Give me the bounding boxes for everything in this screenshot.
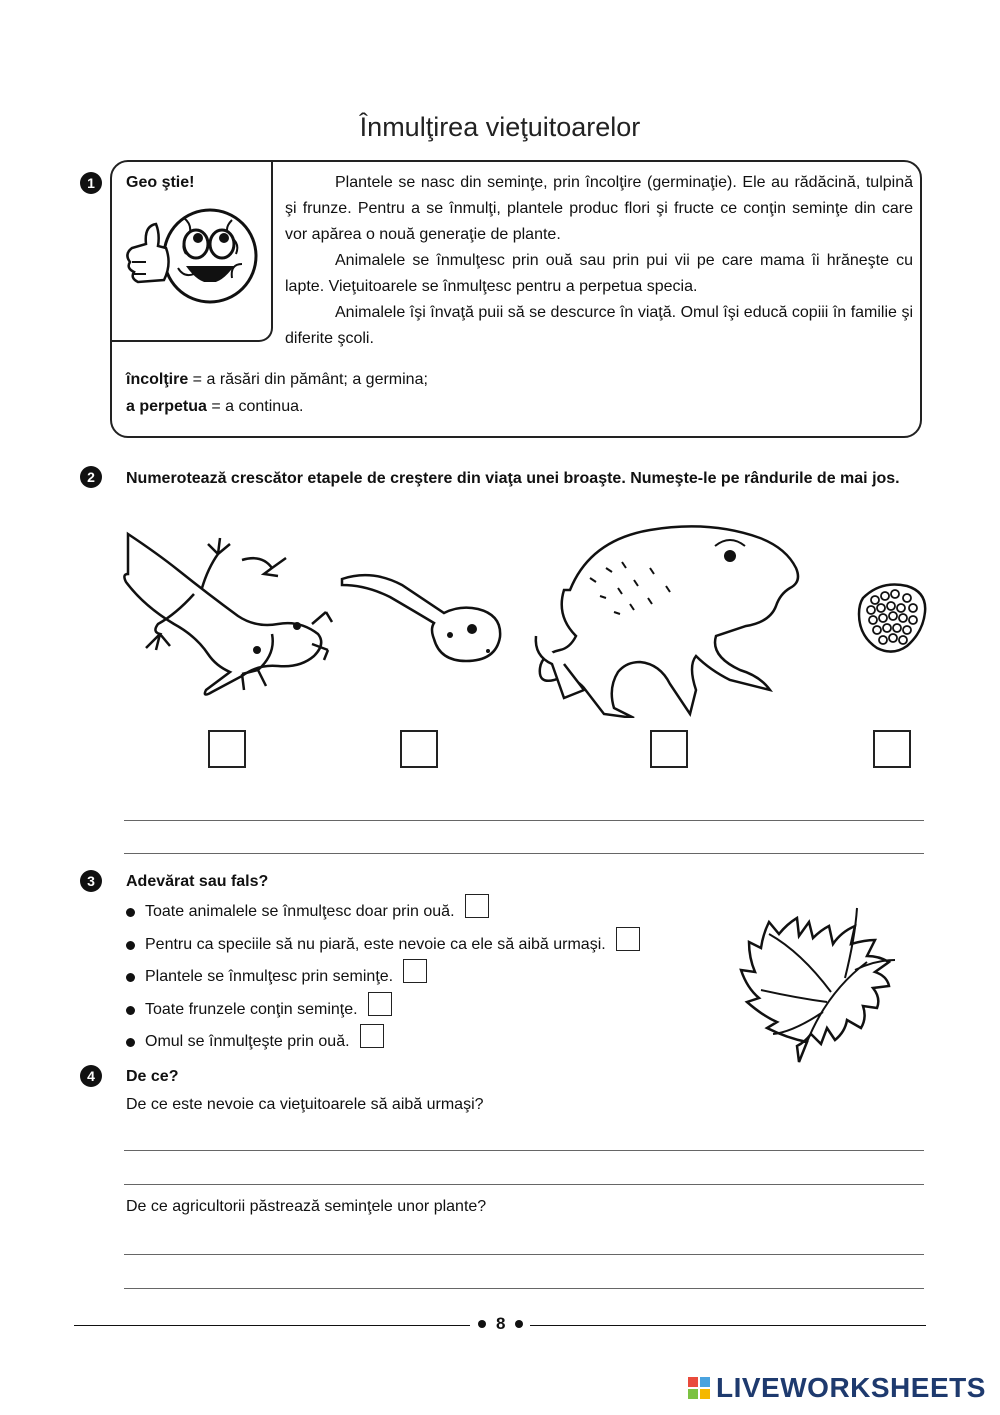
definition-1 xyxy=(126,371,428,389)
young-frog-icon xyxy=(122,530,337,700)
tf-answer-box-5[interactable] xyxy=(360,1024,384,1048)
page-number xyxy=(478,1314,523,1334)
definition-2 xyxy=(126,398,303,416)
number-box-tadpole[interactable] xyxy=(400,730,438,768)
exercise-number-4: 4 xyxy=(80,1065,102,1087)
definition-term: a perpetua xyxy=(126,398,207,415)
tf-statement-2 xyxy=(126,933,640,957)
tf-statement-text: Toate frunzele conţin seminţe. xyxy=(145,1001,358,1018)
bullet-icon xyxy=(126,1038,135,1047)
geo-label: Geo ştie! xyxy=(126,174,195,191)
frog-eggs-icon xyxy=(855,580,930,655)
footer-rule-left xyxy=(74,1325,470,1326)
liveworksheets-logo-icon xyxy=(688,1377,710,1399)
footer-rule-right xyxy=(530,1325,926,1326)
q4-question-2: De ce agricultorii păstrează seminţele unor plante? xyxy=(126,1198,487,1215)
tf-answer-box-2[interactable] xyxy=(616,927,640,951)
q4-heading: De ce? xyxy=(126,1068,179,1085)
geo-paragraph-1: Plantele se nasc din seminţe, prin încolţire (germinaţie). Ele au rădăcină, tulpină şi frunze. Pentru a se înmulţi, plantele produc flori şi fructe ce conţin seminţe din care vor apărea o nouă generaţie de plante. xyxy=(285,174,913,243)
adult-frog-icon xyxy=(530,518,810,718)
dot-icon xyxy=(478,1320,486,1328)
tf-statement-4 xyxy=(126,998,392,1022)
tf-statement-5 xyxy=(126,1030,384,1054)
definition-meaning: = a continua. xyxy=(206,398,304,415)
q4-question-1: De ce este nevoie ca vieţuitoarele să aibă urmaşi? xyxy=(126,1096,484,1113)
answer-line-q4b-2[interactable] xyxy=(124,1288,924,1289)
tf-answer-box-3[interactable] xyxy=(403,959,427,983)
globe-mascot-icon xyxy=(122,198,264,310)
bullet-icon xyxy=(126,1006,135,1015)
exercise-number-2: 2 xyxy=(80,466,102,488)
tf-statement-3 xyxy=(126,965,427,989)
definition-meaning: = a răsări din pământ; a germina; xyxy=(188,371,428,388)
brand xyxy=(688,1372,986,1404)
tf-answer-box-1[interactable] xyxy=(465,894,489,918)
number-box-adult-frog[interactable] xyxy=(650,730,688,768)
answer-line-q4b-1[interactable] xyxy=(124,1254,924,1255)
geo-paragraph-3: Animalele îşi învaţă puii să se descurce în viaţă. Omul îşi educă copiii în familie şi diferite şcoli. xyxy=(285,304,913,347)
number-box-frog-eggs[interactable] xyxy=(873,730,911,768)
definition-term: încolţire xyxy=(126,371,189,388)
q3-heading: Adevărat sau fals? xyxy=(126,873,269,890)
answer-line-q4a-1[interactable] xyxy=(124,1150,924,1151)
tf-statement-text: Pentru ca speciile să nu piară, este nevoie ca ele să aibă urmaşi. xyxy=(145,936,606,953)
number-box-young-frog[interactable] xyxy=(208,730,246,768)
tf-statement-text: Toate animalele se înmulţesc doar prin ouă. xyxy=(145,903,455,920)
bullet-icon xyxy=(126,973,135,982)
bullet-icon xyxy=(126,941,135,950)
tf-statement-text: Omul se înmulţeşte prin ouă. xyxy=(145,1033,350,1050)
geo-text xyxy=(285,170,913,352)
answer-line-q4a-2[interactable] xyxy=(124,1184,924,1185)
page-title: Înmulţirea vieţuitoarelor xyxy=(359,112,641,142)
tadpole-icon xyxy=(338,565,508,665)
leaf-icon xyxy=(735,882,915,1068)
bullet-icon xyxy=(126,908,135,917)
geo-paragraph-2: Animalele se înmulţesc prin ouă sau prin pui vii pe care mama îi hrăneşte cu lapte. Vieţuitoarele se înmulţesc pentru a perpetua specia. xyxy=(285,252,913,295)
tf-statement-text: Plantele se înmulţesc prin seminţe. xyxy=(145,968,394,985)
dot-icon xyxy=(515,1320,523,1328)
answer-line-q2-1[interactable] xyxy=(124,820,924,821)
q2-instruction: Numerotează crescător etapele de creştere din viaţa unei broaşte. Numeşte-le pe rândurile de mai jos. xyxy=(126,470,900,487)
page-number-text: 8 xyxy=(496,1314,506,1333)
answer-line-q2-2[interactable] xyxy=(124,853,924,854)
brand-name: LIVEWORKSHEETS xyxy=(716,1372,986,1403)
tf-answer-box-4[interactable] xyxy=(368,992,392,1016)
exercise-number-1: 1 xyxy=(80,172,102,194)
tf-statement-1 xyxy=(126,900,489,924)
exercise-number-3: 3 xyxy=(80,870,102,892)
